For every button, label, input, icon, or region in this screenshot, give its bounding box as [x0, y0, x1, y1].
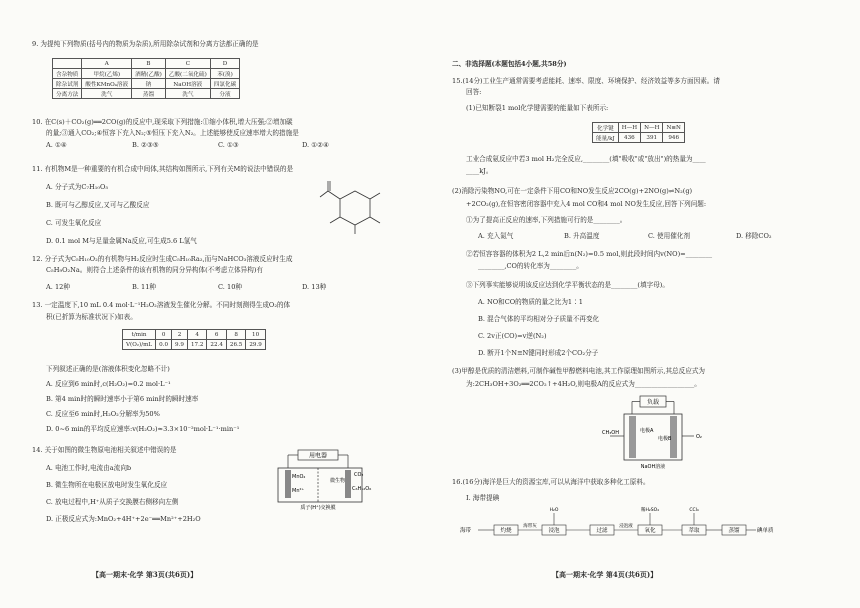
table-cell: 946: [663, 133, 684, 143]
table-cell: 洗气: [165, 89, 210, 99]
table-cell: 甲烷(乙烯): [82, 69, 132, 79]
q15-2c-option-a: A. NO和CO的物质的量之比为1∶1: [478, 298, 583, 306]
table-cell: D: [210, 59, 239, 69]
table-cell: H—H: [618, 123, 640, 133]
membrane-label: 质子(H⁺)交换膜: [300, 505, 336, 510]
naoh-label: NaOH溶液: [640, 464, 666, 470]
q10-option-c: C. ①③: [218, 141, 239, 149]
methanol-fuel-cell-figure: [602, 394, 712, 474]
left-page: [32, 0, 422, 608]
q15-2c-option-d: D. 断开1个N≡N键同时形成2个CO₂分子: [478, 349, 599, 357]
q13-line2: 积(已折算为标准状况下)如表。: [46, 313, 137, 321]
q15-part3-line1: (3)甲醇是优质的清洁燃料,可制作碱性甲醇燃料电池,其工作原理如图所示,其总反应式为: [452, 367, 706, 375]
co2-label: CO₂: [354, 472, 364, 478]
flow-box-extract: 萃取: [688, 528, 700, 534]
table-row: [53, 69, 240, 79]
q15-2a-option-a: A. 充入氮气: [478, 232, 514, 240]
q11-option-a: A. 分子式为C₇H₁₀O₅: [46, 183, 109, 191]
q11-option-b: B. 既可与乙醇反应,又可与乙酸反应: [46, 201, 150, 209]
q11-option-c: C. 可发生氧化反应: [46, 219, 102, 227]
q14-option-b: B. 微生物所在电极区放电时发生氧化反应: [46, 481, 168, 489]
table-cell: B: [132, 59, 166, 69]
q11-option-d: D. 0.1 mol M与足量金属Na反应,可生成5.6 L氢气: [46, 237, 197, 245]
q15-part2-line2: +2CO₂(g),在恒容密闭容器中充入4 mol CO和4 mol NO发生反应,回答下列问题:: [466, 200, 707, 208]
q14-option-d: D. 正极反应式为:MnO₂+4H⁺+2e⁻══Mn²⁺+2H₂O: [46, 515, 201, 523]
q15-part2a: ①为了提高正反应的速率,下列措施可行的是________。: [466, 216, 627, 224]
q12-option-b: B. 11种: [132, 283, 157, 291]
flow-top-ccl4: CCl₄: [689, 508, 699, 513]
flow-box-oxidize: 氧化: [644, 528, 656, 534]
q9-stem: 9. 为提纯下列物质(括号内的物质为杂质),所用除杂试剂和分离方法都正确的是: [32, 40, 259, 48]
q14-option-a: A. 电池工作时,电流由a流向b: [46, 464, 132, 472]
table-cell: 436: [618, 133, 640, 143]
table-row: [53, 59, 240, 69]
structure-m-figure: [310, 177, 400, 237]
table-row: [123, 330, 266, 340]
page-footer-4: 【高一期末·化学 第4页(共6页)】: [552, 570, 658, 579]
table-cell: 9.9: [172, 340, 188, 350]
table-cell: 22.4: [207, 340, 226, 350]
section-heading: 二、非选择题(本题包括4小题,共58分): [452, 60, 567, 68]
q15-part1: (1)已知断裂1 mol化学键需要的能量如下表所示:: [466, 104, 609, 112]
table-cell: C: [165, 59, 210, 69]
q15-part2-line1: (2)消除污染物NO,可在一定条件下用CO和NO发生反应2CO(g)+2NO(g)⇌N₂(g): [452, 187, 693, 195]
q10-option-d: D. ①②④: [302, 141, 329, 149]
table-row: [53, 79, 240, 89]
table-cell: 乙酸(二氧化硫): [165, 69, 210, 79]
table-row: [593, 123, 685, 133]
flow-end: 碘单质: [757, 528, 774, 534]
iodine-flow-diagram: [460, 505, 780, 545]
mno2-label: MnO₂: [292, 474, 306, 480]
q15-part2b-line2: ________,CO的转化率为________。: [478, 262, 583, 270]
table-cell: 酒精(乙酸): [132, 69, 166, 79]
q15-2c-option-b: B. 混合气体的平均相对分子质量不再变化: [478, 315, 600, 323]
q12-line1: 12. 分子式为C₅H₁₀O₂的有机物与H₂反应时生成C₅H₁₀Ra₂,而与NaHCO₃溶液反应时生成: [32, 255, 293, 263]
q15-line2: 回答:: [466, 88, 482, 96]
table-cell: 钠: [132, 79, 166, 89]
page-footer-3: 【高一期末·化学 第3页(共6页)】: [92, 570, 198, 579]
q13-line1: 13. 一定温度下,10 mL 0.4 mol·L⁻¹H₂O₂溶液发生催化分解。不同时刻测得生成O₂的体: [32, 301, 291, 309]
table-cell: 洗气: [82, 89, 132, 99]
cell-load-label: 负载: [646, 399, 660, 406]
flow-box-burn: 灼烧: [500, 528, 512, 534]
table-cell: 蒸馏: [132, 89, 166, 99]
table-cell: 分液: [210, 89, 239, 99]
microbial-cell-figure: [270, 448, 382, 510]
table-cell: 分离方法: [53, 89, 82, 99]
q9-table: [52, 58, 240, 99]
q15-part3-line2: 为:2CH₃OH+3O₂══2CO₂↑+4H₂O,则电极A的反应式为__________________。: [466, 380, 701, 388]
table-cell: 除杂试剂: [53, 79, 82, 89]
table-cell: 酸性KMnO₄溶液: [82, 79, 132, 89]
right-page: [452, 0, 844, 608]
q13-option-d: D. 0~6 min的平均反应速率:v(H₂O₂)≈3.3×10⁻²mol·L⁻¹·min⁻¹: [46, 425, 240, 433]
q13-option-c: C. 反应至6 min时,H₂O₂分解率为50%: [46, 410, 160, 418]
flow-box-soak: 浸泡: [548, 528, 560, 534]
q13-option-b: B. 第4 min时的瞬时速率小于第6 min时的瞬时速率: [46, 395, 199, 403]
table-cell: V(O₂)/mL: [123, 340, 156, 350]
ch3oh-label: CH₃OH: [602, 430, 619, 436]
table-cell: 2: [172, 330, 188, 340]
q10-option-b: B. ②③⑤: [132, 141, 159, 149]
flow-start: 海带: [460, 528, 472, 534]
q15-part2b-line1: ②若恒容容器的体积为2 L,2 min后n(N₂)=0.5 mol,则此段时间内v(NO)=________: [466, 250, 713, 258]
table-cell: NaOH溶液: [165, 79, 210, 89]
q15-2c-option-c: C. 2v正(CO)=v逆(N₂): [478, 332, 547, 340]
q14-option-c: C. 放电过程中,H⁺从质子交换膜右侧移向左侧: [46, 498, 179, 506]
q14-stem: 14. 关于如图的微生物原电池相关叙述中错误的是: [32, 446, 177, 454]
q15-2a-option-b: B. 升高温度: [564, 232, 600, 240]
q12-option-d: D. 13种: [302, 283, 327, 291]
table-cell: 0: [156, 330, 172, 340]
table-cell: 8: [226, 330, 245, 340]
flow-top-acid: 稀H₂SO₄: [641, 508, 659, 513]
microbe-label: 微生物: [330, 478, 346, 484]
electrode-a-label: 电极A: [640, 428, 654, 434]
table-cell: 10: [246, 330, 265, 340]
q10-line2: 的量;③通入CO₂;④恒容下充入N₂;⑤恒压下充入N₂。上述能够使反应速率增大的措施是: [46, 129, 299, 137]
q15-2a-option-d: D. 移除CO₂: [736, 232, 772, 240]
table-cell: 含杂物质: [53, 69, 82, 79]
table-cell: A: [82, 59, 132, 69]
q16-subheading: Ⅰ. 海带提碘: [466, 494, 500, 502]
q15-part2c: ③下列事实能够说明该反应达到化学平衡状态的是________(填字母)。: [466, 281, 669, 289]
table-cell: 四氯化碳: [210, 79, 239, 89]
table-cell: 苯(溴): [210, 69, 239, 79]
flow-top-liquid: 浸泡液: [619, 524, 633, 529]
table-cell: 能量/kJ: [593, 133, 619, 143]
table-cell: 化学键: [593, 123, 619, 133]
q15-part1b-line2: ____kJ。: [466, 167, 493, 175]
q15-2a-option-c: C. 使用催化剂: [648, 232, 690, 240]
load-label: 用电器: [308, 452, 328, 460]
q15-line1: 15.(14分)工业生产通常需要考虑能耗、速率、限度、环境保护、经济效益等多方面因素。请: [452, 77, 720, 85]
q13-table: [122, 329, 266, 350]
table-cell: 391: [641, 133, 663, 143]
electrode-b-label: 电极B: [658, 436, 672, 442]
o2-label: O₂: [696, 434, 702, 440]
q12-line2: C₅H₉O₂Na。则符合上述条件的该有机物的同分异构体(不考虑立体异构)有: [46, 266, 264, 274]
table-row: [123, 340, 266, 350]
q10-option-a: A. ①④: [46, 141, 67, 149]
q13-line3: 下列叙述正确的是(溶液体积变化忽略不计): [46, 365, 170, 373]
table-cell: 0.0: [156, 340, 172, 350]
mn2-label: Mn²⁺: [292, 488, 305, 494]
table-cell: 6: [207, 330, 226, 340]
table-row: [593, 133, 685, 143]
q12-option-a: A. 12种: [46, 283, 70, 291]
flow-box-filter: 过滤: [596, 528, 608, 534]
q12-option-c: C. 10种: [218, 283, 242, 291]
q15-part1b-line1: 工业合成氨反应中若3 mol H₂完全反应,________(填"吸收"或"放出")的热量为____: [466, 155, 706, 163]
table-cell: 29.9: [246, 340, 265, 350]
q16-line1: 16.(16分)海洋是巨大的资源宝库,可以从海洋中获取多种化工原料。: [452, 478, 650, 486]
table-cell: 4: [187, 330, 206, 340]
table-cell: N≡N: [663, 123, 684, 133]
table-row: [53, 89, 240, 99]
table-cell: t/min: [123, 330, 156, 340]
q13-option-a: A. 反应到6 min时,c(H₂O₂)=0.2 mol·L⁻¹: [46, 380, 171, 388]
flow-box-distill: 蒸馏: [728, 528, 740, 534]
bond-energy-table: [592, 122, 685, 143]
q11-stem: 11. 有机物M是一种重要的有机合成中间体,其结构如图所示,下列有关M的说法中错误的是: [32, 165, 294, 173]
flow-top-water: H₂O: [549, 508, 559, 513]
table-cell: N—H: [641, 123, 663, 133]
glucose-label: C₆H₁₂O₆: [352, 486, 372, 492]
flow-top-ash: 海带灰: [523, 524, 537, 529]
table-cell: 26.5: [226, 340, 245, 350]
table-cell: [53, 59, 82, 69]
table-cell: 17.2: [187, 340, 206, 350]
q10-line1: 10. 在C(s)＋CO₂(g)══2CO(g)的反应中,现采取下列措施:①缩小体积,增大压强;②增加碳: [32, 118, 293, 126]
